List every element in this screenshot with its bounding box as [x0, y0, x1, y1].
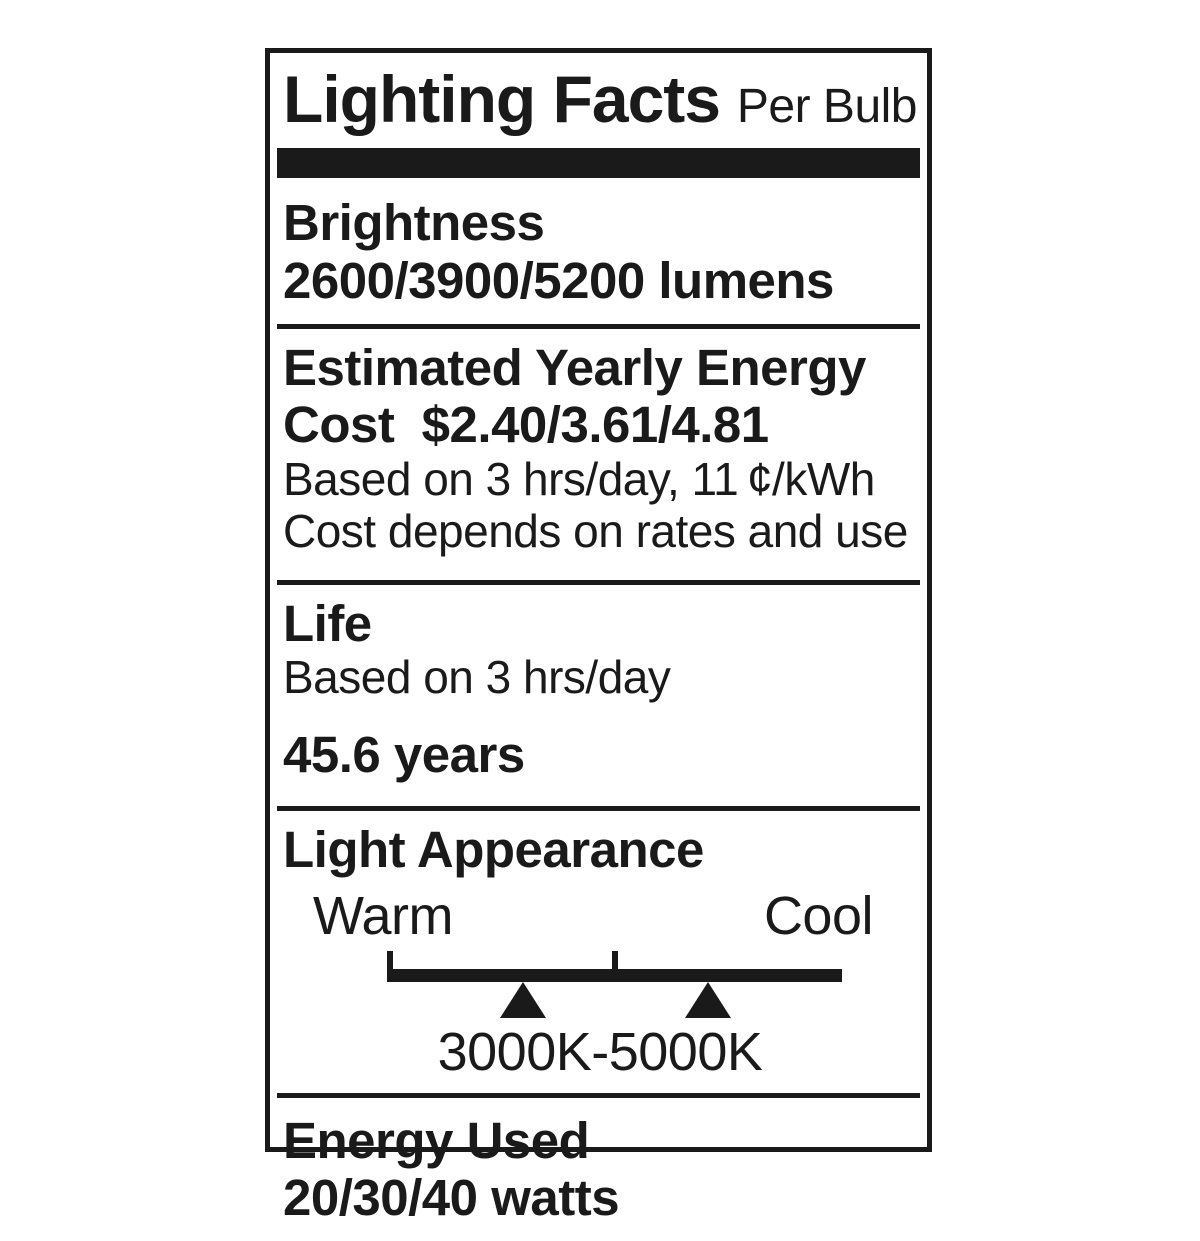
warm-cool-row — [283, 879, 917, 947]
light-appearance-heading: Light Appearance — [283, 820, 704, 878]
energy-cost-section — [270, 329, 927, 580]
warm-label: Warm — [313, 885, 453, 946]
energy-used-heading: Energy Used — [283, 1111, 590, 1169]
energy-used-section — [270, 1098, 927, 1241]
per-bulb-text: Per Bulb — [736, 80, 917, 133]
energy-used-value: 20/30/40 watts — [283, 1169, 620, 1227]
light-appearance-section — [270, 811, 927, 1093]
scale-middle-tick — [612, 951, 618, 982]
energy-cost-heading-line2: Cost $2.40/3.61/4.81 — [283, 396, 769, 454]
color-temperature-scale — [387, 951, 842, 1019]
spacer — [283, 704, 917, 726]
lighting-facts-label — [265, 48, 932, 1227]
spacer — [283, 558, 917, 566]
label-title: Lighting Facts — [283, 62, 720, 136]
energy-cost-note-line2: Cost depends on rates and use — [283, 504, 908, 557]
energy-cost-note-line1: Based on 3 hrs/day, 11 ¢/kWh — [283, 452, 875, 505]
energy-cost-heading-line1: Estimated Yearly Energy — [283, 338, 866, 396]
brightness-section — [270, 178, 927, 323]
brightness-heading: Brightness — [283, 194, 545, 252]
scale-left-tick — [387, 951, 393, 982]
label-header — [270, 53, 927, 134]
header-thick-rule — [277, 148, 920, 178]
life-note: Based on 3 hrs/day — [283, 651, 671, 704]
life-value: 45.6 years — [283, 726, 525, 784]
kelvin-range-text: 3000K-5000K — [437, 1021, 763, 1082]
life-heading: Life — [283, 594, 372, 652]
marker-triangle-3000k-icon — [500, 982, 546, 1018]
spacer — [283, 784, 917, 792]
marker-triangle-5000k-icon — [685, 982, 731, 1018]
life-section — [270, 585, 927, 806]
brightness-value: 2600/3900/5200 lumens — [283, 251, 834, 309]
cool-label: Cool — [763, 885, 873, 946]
